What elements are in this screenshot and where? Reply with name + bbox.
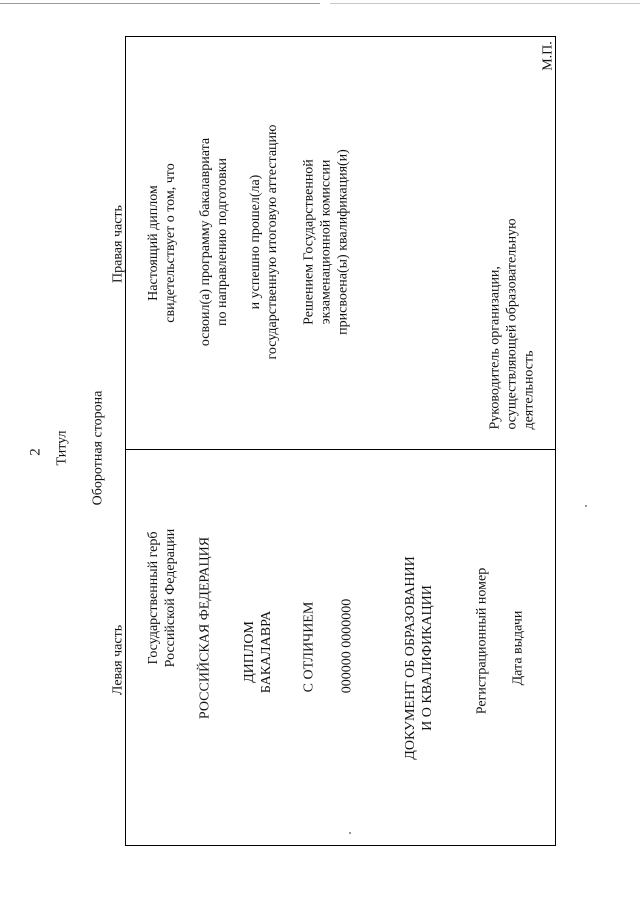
commission-decision-line-3: присвоена(ы) квалификация(и) bbox=[335, 149, 351, 335]
diploma-title bbox=[241, 611, 275, 693]
organization-head-text bbox=[487, 218, 538, 429]
program-mastered-line-2: по направлению подготовки bbox=[215, 157, 230, 327]
scan-edge-line bbox=[0, 3, 320, 4]
coat-of-arms-line-2: Российской Федерации bbox=[163, 528, 178, 668]
diploma-number: 000000 0000000 bbox=[339, 598, 355, 694]
program-mastered-line-1: освоил(а) программу бакалавриата bbox=[198, 137, 213, 347]
scan-edge-line-right bbox=[330, 3, 640, 4]
attestation-line-2: государственную итоговую аттестацию bbox=[265, 124, 280, 360]
attestation-text bbox=[247, 125, 281, 360]
commission-decision-line-2: экзаменационной комиссии bbox=[318, 159, 334, 325]
document-type-line-1: ДОКУМЕНТ ОБ ОБРАЗОВАНИИ bbox=[403, 556, 418, 760]
organization-head-line-2: осуществляющей образовательную bbox=[504, 218, 520, 430]
left-part-heading: Левая часть bbox=[110, 624, 126, 696]
issue-date-label: Дата выдачи bbox=[510, 610, 526, 686]
diploma-title-line-1: ДИПЛОМ bbox=[242, 621, 257, 683]
commission-decision-line-1: Решением Государственной bbox=[301, 159, 317, 325]
attestation-line-1: и успешно прошел(ла) bbox=[248, 174, 263, 310]
page-number: 2 bbox=[27, 448, 44, 456]
program-mastered-text bbox=[197, 138, 231, 346]
certifies-text bbox=[145, 163, 179, 322]
middle-divider bbox=[125, 449, 556, 450]
registration-number-label: Регистрационный номер bbox=[474, 567, 490, 715]
document-type bbox=[402, 556, 436, 759]
document-type-line-2: И О КВАЛИФИКАЦИИ bbox=[420, 585, 435, 731]
page-title: Титул bbox=[54, 430, 70, 466]
honors-text: С ОТЛИЧИЕМ bbox=[301, 601, 317, 693]
coat-of-arms-text bbox=[145, 529, 179, 668]
certifies-line-2: свидетельствует о том, что bbox=[163, 163, 178, 323]
stamp-place-label: М.П. bbox=[540, 41, 556, 71]
certifies-line-1: Настоящий диплом bbox=[146, 185, 161, 301]
organization-head-line-1: Руководитель организации, bbox=[487, 266, 503, 430]
side-label: Оборотная сторона bbox=[90, 390, 106, 506]
right-part-heading: Правая часть bbox=[110, 205, 126, 283]
country-name: РОССИЙСКАЯ ФЕДЕРАЦИЯ bbox=[197, 536, 213, 720]
diploma-title-line-2: БАКАЛАВРА bbox=[259, 610, 274, 694]
organization-head-line-3: деятельность bbox=[521, 350, 537, 430]
scan-speck bbox=[585, 505, 587, 507]
coat-of-arms-line-1: Государственный герб bbox=[146, 531, 161, 665]
commission-decision-text bbox=[301, 149, 352, 335]
